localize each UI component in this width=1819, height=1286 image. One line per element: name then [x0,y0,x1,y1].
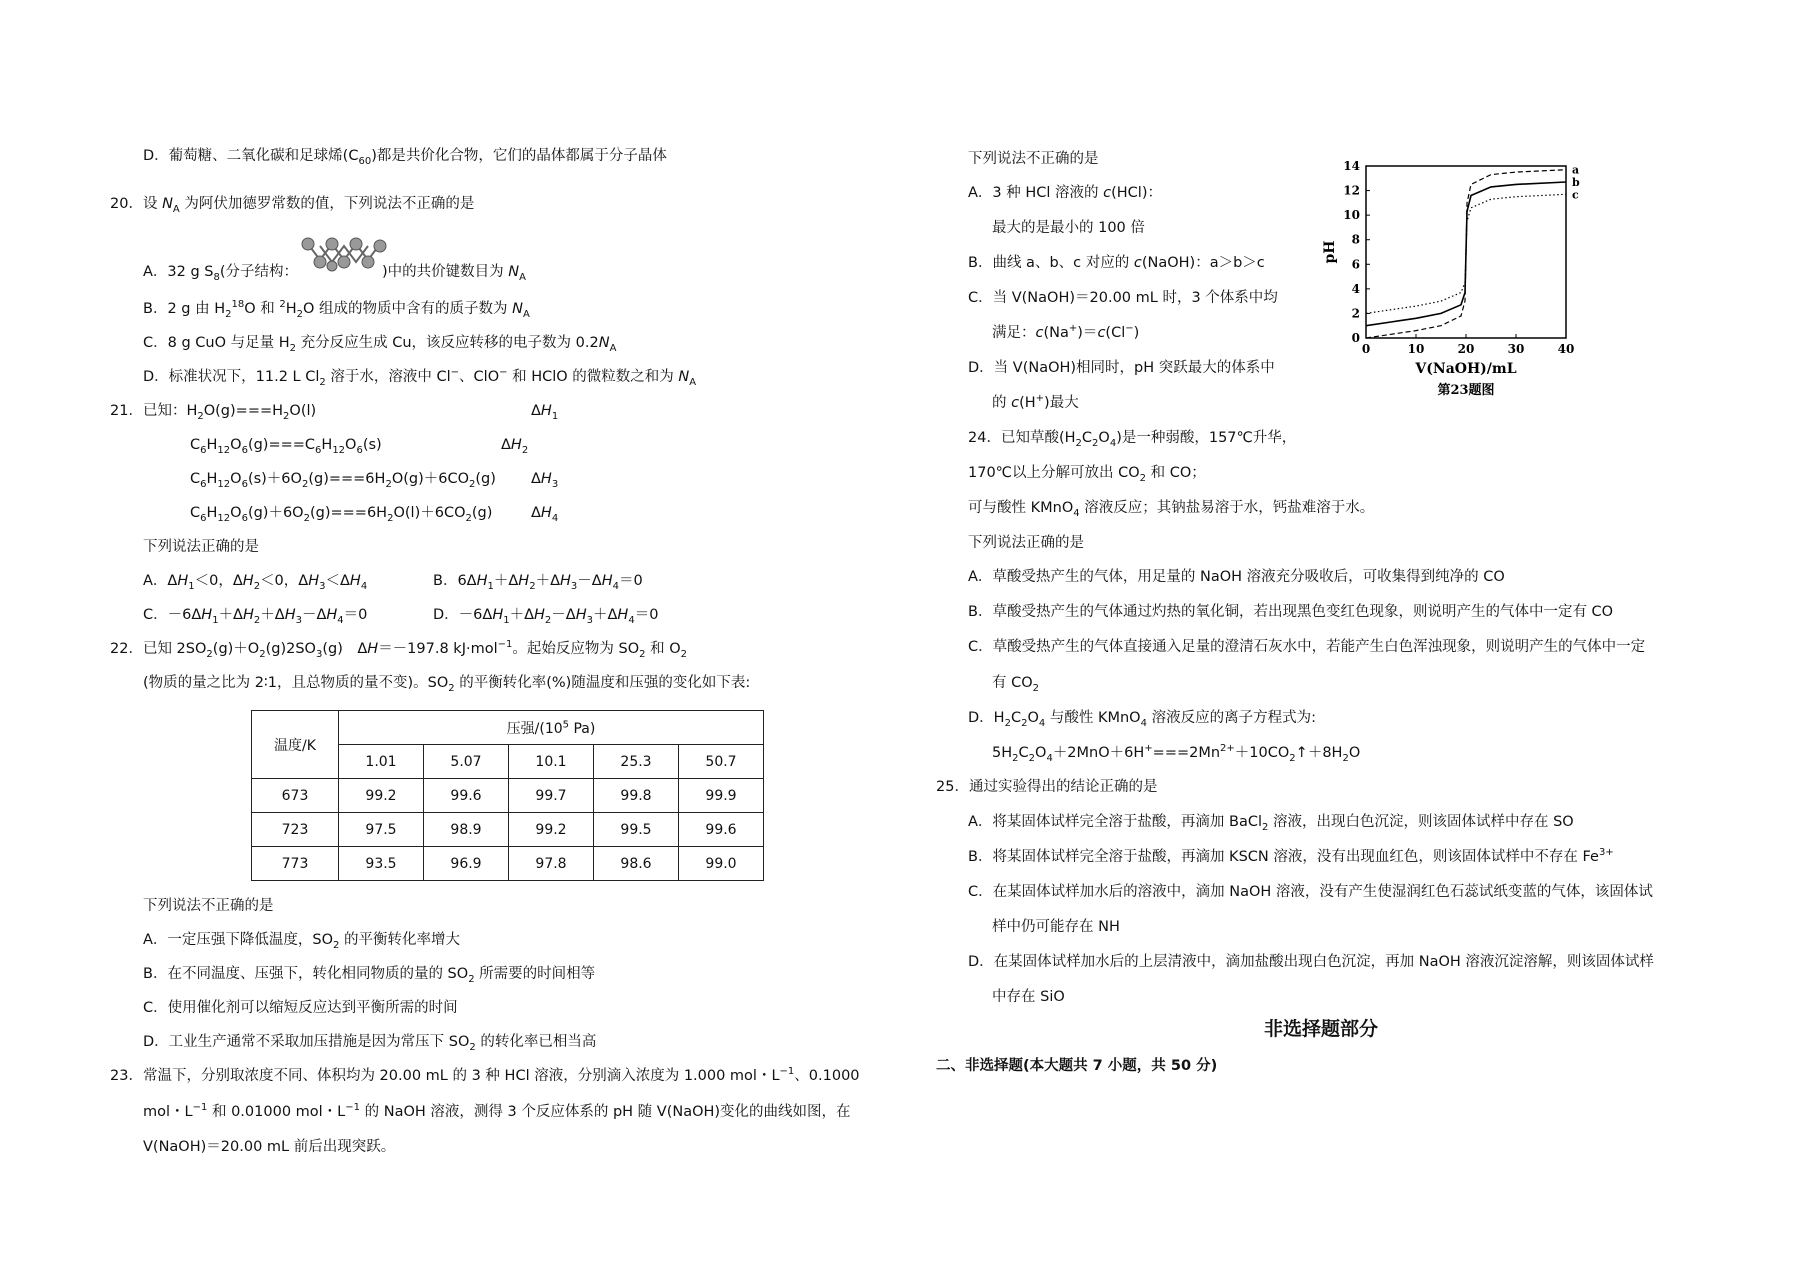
table-cell: 97.5 [339,813,424,847]
table-cell-temp: 673 [252,779,339,813]
q23-option-d-2: 的 c(H+)最大 [992,393,1079,411]
table-row [252,847,764,881]
table-cell: 99.8 [594,779,679,813]
q21-reaction-4: $C_6H_{12}O_6(g)+6O_2(g)===6H_2O(l)+6CO_2(g)$ [190,505,493,524]
q20-option-b: B．2 g 由 $H_2^{18}O$ 和 $^2H_2O$ 组成的物质中含有的质子数为 $N_A$ [143,299,530,320]
section-title: 非选择题部分 [1264,1018,1379,1040]
q23-option-a-2: 最大的是最小的 100 倍 [992,220,1145,236]
series-c-line [1366,194,1566,313]
table-cell: 99.6 [424,779,509,813]
q21-question: 下列说法正确的是 [143,539,259,555]
q24-option-b: B．草酸受热产生的气体通过灼热的氧化铜，若出现黑色变红色现象，则说明产生的气体中一定有 CO [968,604,1614,620]
q24-option-c-2: 有 $CO_2$ [992,675,1040,694]
q22-stem-2: (物质的量之比为 2∶1，且总物质的量不变)。$SO_2$ 的平衡转化率(%)随温度和压强的变化如下表: [143,675,751,694]
q20-option-a-suffix: )中的共价键数目为 $N_A$ [382,264,526,283]
q21-option-a: A．$\Delta H_1<0$，$\Delta H_2<0$，$\Delta H_3<\Delta H_4$ [143,573,368,592]
q23-question: 下列说法不正确的是 [968,151,1099,167]
q21-reaction-2: $C_6H_{12}O_6(g)===C_6H_{12}O_6(s)$ [190,437,382,456]
y-tick-label: 2 [1351,306,1360,321]
y-axis-label: pH [1322,240,1338,264]
q23-stem-2: mol・$L^{-1}$ 和 0.01000 mol・$L^{-1}$ 的 NaOH 溶液，测得 3 个反应体系的 pH 随 V(NaOH)变化的曲线如图，在 [143,1102,851,1120]
q24-stem-2: 170℃以上分解可放出 $CO_2$ 和 CO； [968,465,1206,484]
y-tick-label: 10 [1343,208,1360,223]
q24-option-d-2: $5H_2C_2O_4+2MnO+6H^+===2Mn^{2+}+10CO_2↑+8H_2O$ [992,743,1361,764]
table-cell: 97.8 [509,847,594,881]
q21-option-c: C．$-6\Delta H_1+\Delta H_2+\Delta H_3-\Delta H_4=0$ [143,607,368,626]
q24-option-c: C．草酸受热产生的气体直接通入足量的澄清石灰水中，若能产生白色浑浊现象，则说明产生的气体中一定 [968,639,1646,655]
table-pressure: 1.01 [339,745,424,779]
q20-option-d: D．标准状况下，11.2 L $Cl_2$ 溶于水，溶液中 Cl−、ClO− 和 HClO 的微粒数之和为 $N_A$ [143,367,697,388]
q24-stem: 24．已知草酸$(H_2C_2O_4)$是一种弱酸，157℃升华， [968,430,1297,449]
q23-stem: 23．常温下，分别取浓度不同、体积均为 20.00 mL 的 3 种 HCl 溶液，分别滴入浓度为 1.000 mol・$L^{-1}$、0.1000 [110,1066,860,1084]
q23-option-c: C．当 V(NaOH)＝20.00 mL 时，3 个体系中均 [968,290,1278,306]
x-tick-label: 30 [1507,342,1525,356]
table-cell: 93.5 [339,847,424,881]
q25-option-b: B．将某固体试样完全溶于盐酸，再滴加 KSCN 溶液，没有出现血红色，则该固体试样中不存在 $Fe^{3+}$ [968,847,1614,865]
q22-option-b: B．在不同温度、压强下，转化相同物质的量的 $SO_2$ 所需要的时间相等 [143,966,596,985]
table-cell: 98.9 [424,813,509,847]
q20-stem: 20．设 $N_A$ 为阿伏加德罗常数的值，下列说法不正确的是 [110,196,475,215]
q21-dh2: $\Delta H_2$ [501,437,529,456]
s8-molecule-structure [298,236,390,278]
x-axis-label: V(NaOH)/mL [1415,361,1517,377]
q25-option-c-2: 样中仍可能存在 NH [992,919,1120,935]
y-tick-label: 14 [1343,159,1360,173]
chart-caption: 第23题图 [1437,383,1495,398]
y-tick-label: 8 [1351,232,1360,247]
table-header-pressure: 压强$/(10^5$ Pa) [339,711,764,745]
q25-option-c: C．在某固体试样加水后的溶液中，滴加 NaOH 溶液，没有产生使湿润红色石蕊试纸变蓝的气体，该固体试 [968,884,1653,900]
q24-stem-3: 可与酸性 KMnO$_4$ 溶液反应；其钠盐易溶于水，钙盐难溶于水。 [968,500,1375,519]
x-tick-label: 40 [1557,342,1575,356]
q20-option-c: C．8 g CuO 与足量 $H_2$ 充分反应生成 Cu，该反应转移的电子数为 $0.2N_A$ [143,335,617,354]
table-cell: 96.9 [424,847,509,881]
table-cell: 99.7 [509,779,594,813]
table-row [252,813,764,847]
q25-option-d: D．在某固体试样加水后的上层清液中，滴加盐酸出现白色沉淀，再加 NaOH 溶液沉淀溶解，则该固体试样 [968,954,1654,970]
table-cell: 99.0 [679,847,764,881]
q21-dh1: $\Delta H_1$ [531,403,559,422]
q22-option-d: D．工业生产通常不采取加压措施是因为常压下 $SO_2$ 的转化率已相当高 [143,1034,597,1053]
y-tick-label: 0 [1351,331,1360,345]
q23-option-c-2: 满足：c(Na+)＝c(Cl−) [992,323,1140,341]
q22-option-a: A．一定压强下降低温度，$SO_2$ 的平衡转化率增大 [143,932,461,951]
x-tick-label: 0 [1361,342,1371,356]
table-cell-temp: 773 [252,847,339,881]
q22-stem: 22．已知 $2SO_2(g)+O_2(g)2SO_3(g)$ ΔH＝－197.8 kJ·mol$^{-1}$。起始反应物为 $SO_2$ 和 $O_2$ [110,639,687,660]
table-pressure: 50.7 [679,745,764,779]
table-cell: 99.6 [679,813,764,847]
q21-dh3: $\Delta H_3$ [531,471,559,490]
q23-stem-3: V(NaOH)＝20.00 mL 前后出现突跃。 [143,1139,396,1155]
q24-option-d: D．$H_2C_2O_4$ 与酸性 KMnO$_4$ 溶液反应的离子方程式为: [968,710,1316,729]
series-b-label: b [1572,175,1580,189]
table-cell: 99.2 [339,779,424,813]
table-cell: 99.9 [679,779,764,813]
table-pressure: 25.3 [594,745,679,779]
series-c-label: c [1572,188,1579,202]
q23-option-d: D．当 V(NaOH)相同时，pH 突跃最大的体系中 [968,360,1275,376]
series-a-label: a [1572,163,1580,177]
table-cell-temp: 723 [252,813,339,847]
table-cell: 99.2 [509,813,594,847]
x-tick-label: 20 [1457,342,1475,356]
y-tick-label: 12 [1343,183,1360,198]
table-pressure: 10.1 [509,745,594,779]
q21-option-b: B．$6\Delta H_1+\Delta H_2+\Delta H_3-\Delta H_4=0$ [433,573,643,592]
q25-option-d-2: 中存在 SiO [992,989,1065,1005]
x-tick-label: 10 [1407,342,1425,356]
q19-option-d: D．葡萄糖、二氧化碳和足球烯$(C_{60})$都是共价化合物，它们的晶体都属于分子晶体 [143,148,667,167]
q21-dh4: $\Delta H_4$ [531,505,559,524]
section-subtitle: 二、非选择题(本大题共 7 小题，共 50 分) [936,1058,1218,1074]
titration-chart [1320,150,1590,400]
y-tick-label: 4 [1351,281,1360,296]
conversion-table [251,710,764,881]
q25-stem: 25．通过实验得出的结论正确的是 [936,779,1158,795]
q21-option-d: D．$-6\Delta H_1+\Delta H_2-\Delta H_3+\Delta H_4=0$ [433,607,659,626]
q24-question: 下列说法正确的是 [968,535,1084,551]
table-header-temp: 温度/K [252,711,339,779]
q25-option-a: A．将某固体试样完全溶于盐酸，再滴加 BaCl$_2$ 溶液，出现白色沉淀，则该固体试样中存在 SO [968,814,1574,833]
q23-option-b: B．曲线 a、b、c 对应的 c(NaOH)：a＞b＞c [968,255,1265,271]
q22-option-c: C．使用催化剂可以缩短反应达到平衡所需的时间 [143,1000,458,1016]
q20-option-a-prefix: A．32 g $S_8$(分子结构： [143,264,299,283]
q22-question: 下列说法不正确的是 [143,898,274,914]
table-cell: 98.6 [594,847,679,881]
table-row [252,779,764,813]
y-tick-label: 6 [1351,257,1360,272]
table-pressure: 5.07 [424,745,509,779]
q21-reaction-3: $C_6H_{12}O_6(s)+6O_2(g)===6H_2O(g)+6CO_2(g)$ [190,471,496,490]
table-cell: 99.5 [594,813,679,847]
q24-option-a: A．草酸受热产生的气体，用足量的 NaOH 溶液充分吸收后，可收集得到纯净的 CO [968,569,1505,585]
q21-stem: 21．已知：$H_2O(g)===H_2O(l)$ [110,403,317,422]
q23-option-a: A．3 种 HCl 溶液的 c(HCl)： [968,185,1162,201]
